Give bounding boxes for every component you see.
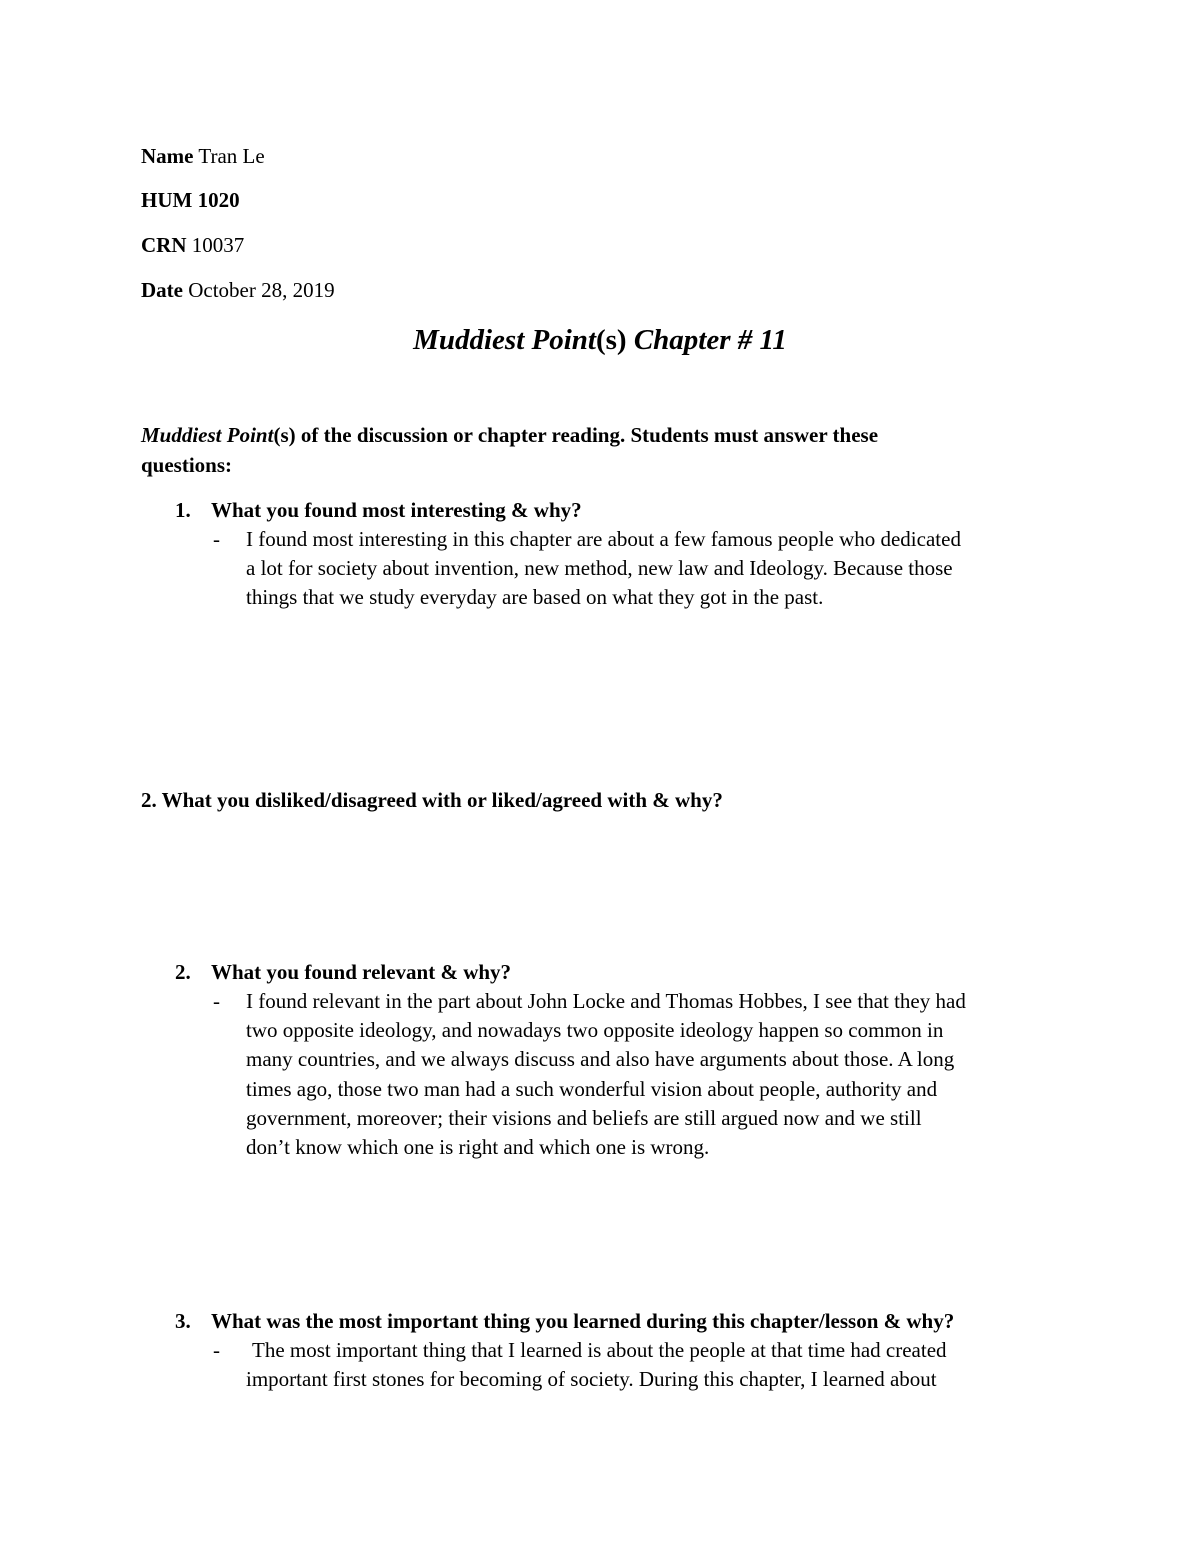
title-part-2: (s) <box>595 324 627 356</box>
answer-2b-dash: - <box>213 989 220 1013</box>
intro-line-1 <box>141 421 878 450</box>
question-2a <box>141 786 723 815</box>
answer-3-line: important first stones for becoming of society. During this chapter, I learned about <box>246 1367 937 1392</box>
course-label: HUM 1020 <box>141 188 240 212</box>
answer-1 <box>246 525 1066 613</box>
answer-2b-line: two opposite ideology, and nowadays two opposite ideology happen so common in <box>246 1018 944 1043</box>
answer-2b-line: I found relevant in the part about John Locke and Thomas Hobbes, I see that they had <box>246 989 966 1013</box>
question-1-number: 1. <box>175 498 191 522</box>
answer-2b-line: government, moreover; their visions and beliefs are still argued now and we still <box>246 1105 922 1130</box>
answer-2b-line: times ago, those two man had a such wonderful vision about people, authority and <box>246 1076 938 1101</box>
question-3-number: 3. <box>175 1309 191 1333</box>
crn-label: CRN <box>141 233 187 257</box>
crn-line <box>141 231 244 260</box>
intro-italic: Muddiest Point <box>141 423 274 447</box>
answer-3 <box>246 1336 1066 1394</box>
answer-3-dash: - <box>213 1338 220 1362</box>
answer-1-line: things that we study everyday are based on what they got in the past. <box>246 585 824 610</box>
answer-1-dash: - <box>213 527 220 551</box>
date-value: October 28, 2019 <box>188 278 335 302</box>
answer-2b <box>246 987 1066 1162</box>
title-part-1: Muddiest Point <box>413 324 596 356</box>
date-label: Date <box>141 278 183 302</box>
answer-1-line: a lot for society about invention, new method, new law and Ideology. Because those <box>246 556 953 581</box>
intro-line-2: questions: <box>141 453 233 477</box>
date-line <box>141 276 335 305</box>
name-line <box>141 142 265 171</box>
title-part-3: Chapter # 11 <box>633 324 787 356</box>
question-1-text: What you found most interesting & why? <box>211 498 582 522</box>
page-title <box>0 320 1200 360</box>
intro-rest: (s) of the discussion or chapter reading. Students must answer these <box>273 423 879 447</box>
crn-value: 10037 <box>191 233 245 257</box>
question-3-text: What was the most important thing you learned during this chapter/lesson & why? <box>211 1309 955 1333</box>
question-2b-number: 2. <box>175 960 191 984</box>
answer-1-line: I found most interesting in this chapter are about a few famous people who dedicated <box>246 527 961 551</box>
answer-2b-line: many countries, and we always discuss and also have arguments about those. A long <box>246 1047 955 1072</box>
name-label: Name <box>141 144 194 168</box>
name-value: Tran Le <box>198 144 265 168</box>
question-2a-text: What you disliked/disagreed with or liked/agreed with & why? <box>161 788 723 812</box>
question-2b-text: What you found relevant & why? <box>211 960 512 984</box>
answer-2b-line: don’t know which one is right and which one is wrong. <box>246 1135 710 1160</box>
question-2a-number: 2. <box>141 788 157 812</box>
answer-3-line: The most important thing that I learned is about the people at that time had created <box>252 1338 947 1362</box>
